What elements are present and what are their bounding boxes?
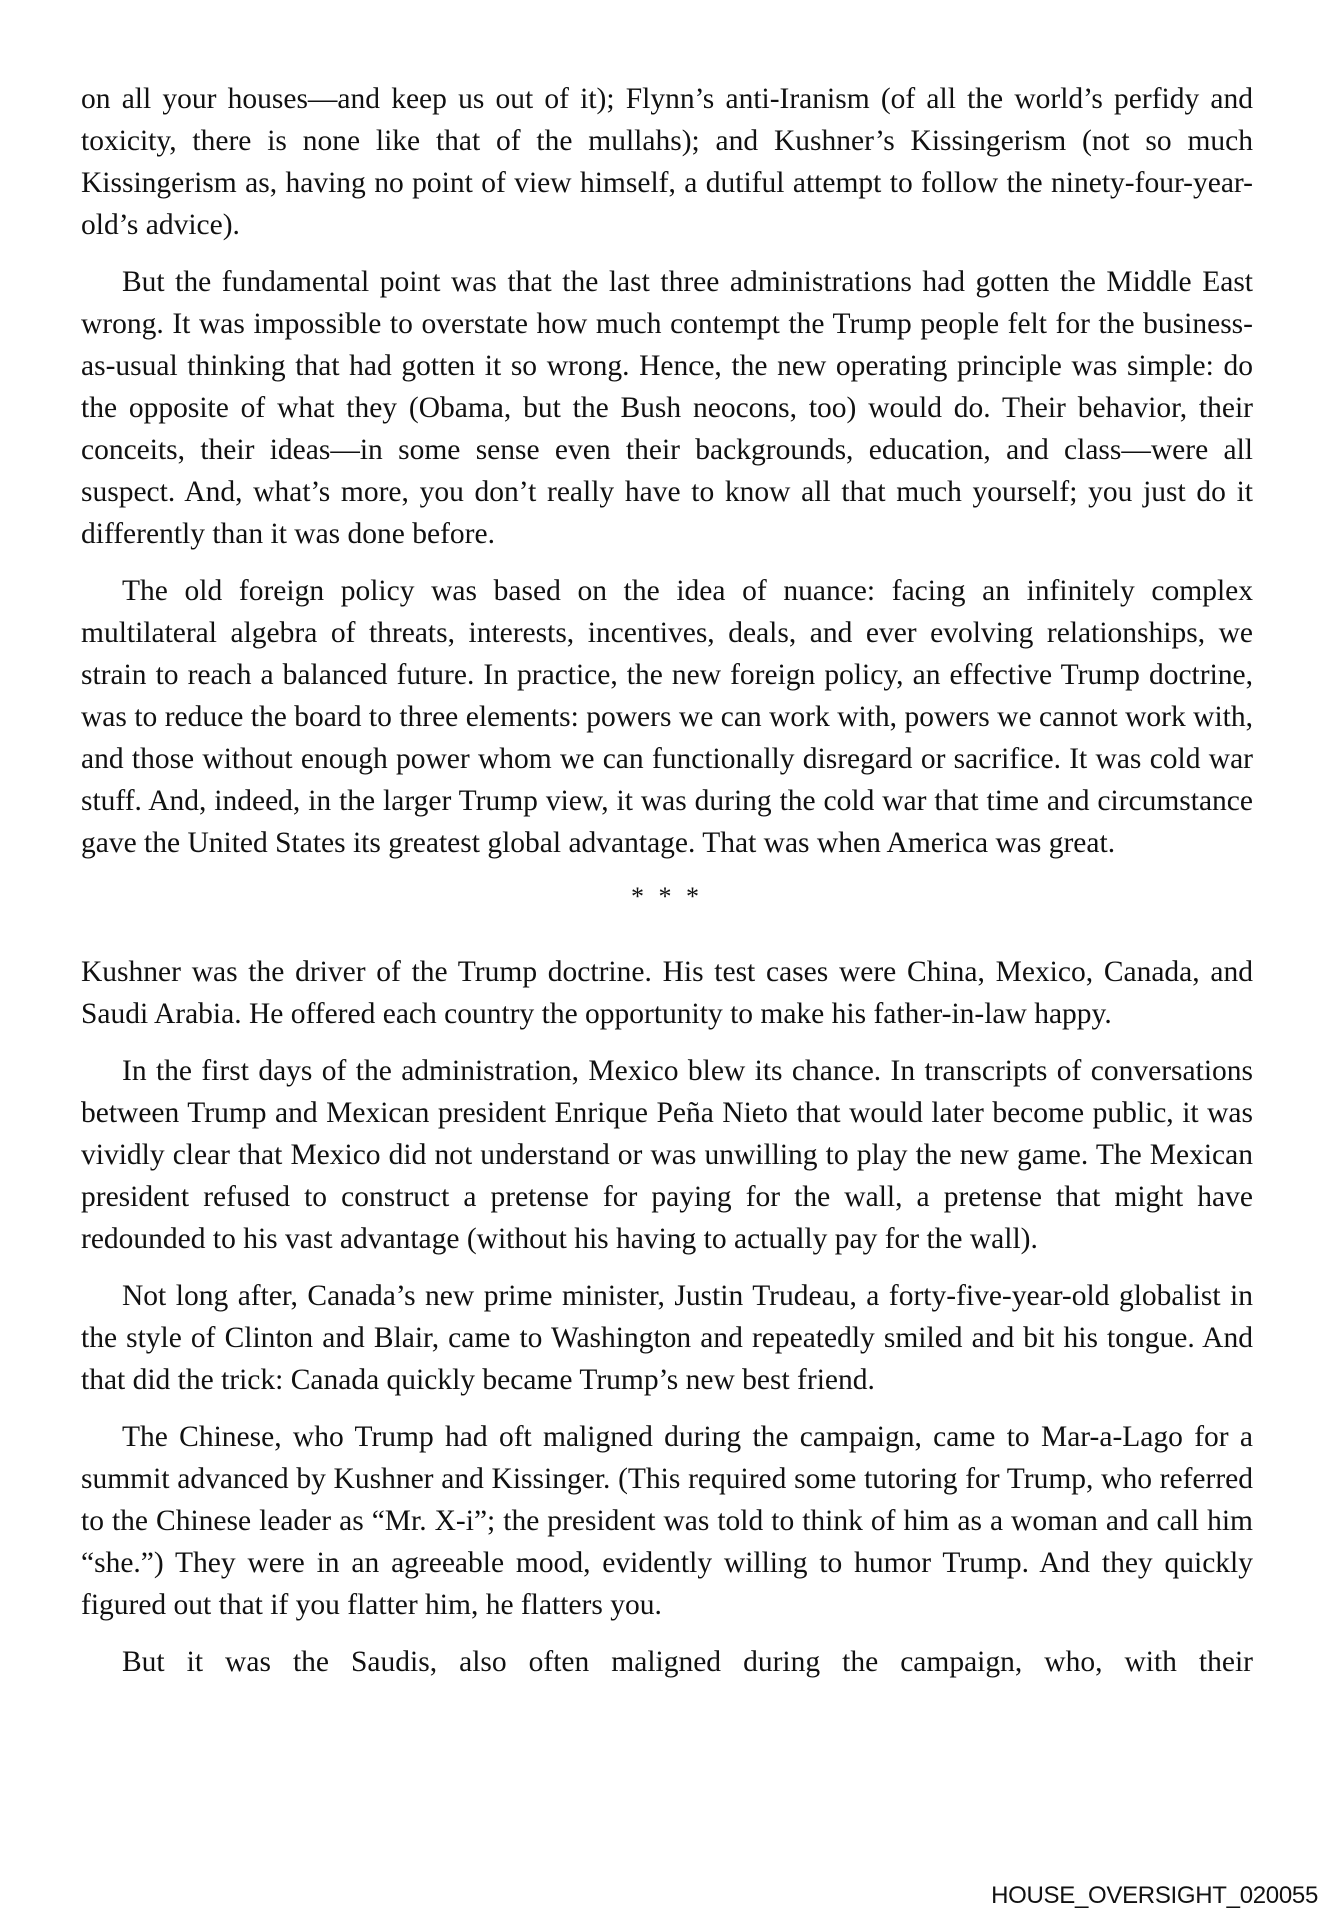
paragraph: But it was the Saudis, also often maligned during the campaign, who, with their — [122, 1646, 1253, 1678]
paragraph: Not long after, Canada’s new prime minister, Justin Trudeau, a forty-five-year-old globalist in the style of Clinton and Blair, came to Washington and repeatedly smiled and bit his tongue. And that did the trick: Canada quickly became Trump’s new best friend. — [81, 1280, 1253, 1396]
paragraph: The Chinese, who Trump had oft maligned during the campaign, came to Mar-a-Lago for a summit advanced by Kushner and Kissinger. (This required some tutoring for Trump, who referred to the Chinese leader as “Mr. X-i”; the president was told to think of him as a woman and call him “she.”) They were in an agreeable mood, evidently willing to humor Trump. And they quickly figured out that if you flatter him, he flatters you. — [81, 1421, 1253, 1621]
bates-stamp: HOUSE_OVERSIGHT_020055 — [991, 1882, 1318, 1909]
paragraph: But the fundamental point was that the last three administrations had gotten the Middle East wrong. It was impossible to overstate how much contempt the Trump people felt for the business-as-usual thinking that had gotten it so wrong. Hence, the new operating principle was simple: do the opposite of what they (Obama, but the Bush neocons, too) would do. Their behavior, their conceits, their ideas—in some sense even their backgrounds, education, and class—were all suspect. And, what’s more, you don’t really have to know all that much yourself; you just do it differently than it was done before. — [81, 266, 1253, 550]
paragraph: The old foreign policy was based on the idea of nuance: facing an infinitely complex multilateral algebra of threats, interests, incentives, deals, and ever evolving relationships, we strain to reach a balanced future. In practice, the new foreign policy, an effective Trump doctrine, was to reduce the board to three elements: powers we can work with, powers we cannot work with, and those without enough power whom we can functionally disregard or sacrifice. It was cold war stuff. And, indeed, in the larger Trump view, it was during the cold war that time and circumstance gave the United States its greatest global advantage. That was when America was great. — [81, 575, 1253, 859]
section-separator: * * * — [631, 882, 703, 911]
paragraph: on all your houses—and keep us out of it); Flynn’s anti-Iranism (of all the world’s perfidy and toxicity, there is none like that of the mullahs); and Kushner’s Kissingerism (not so much Kissingerism as, having no point of view himself, a dutiful attempt to follow the ninety-four-year-old’s advice). — [81, 83, 1253, 241]
paragraph: Kushner was the driver of the Trump doctrine. His test cases were China, Mexico, Canada, and Saudi Arabia. He offered each country the opportunity to make his father-in-law happy. — [81, 956, 1253, 1030]
document-page — [81, 78, 1253, 1698]
paragraph: In the first days of the administration, Mexico blew its chance. In transcripts of conversations between Trump and Mexican president Enrique Peña Nieto that would later become public, it was vividly clear that Mexico did not understand or was unwilling to play the new game. The Mexican president refused to construct a pretense for paying for the wall, a pretense that might have redounded to his vast advantage (without his having to actually pay for the wall). — [81, 1055, 1253, 1255]
